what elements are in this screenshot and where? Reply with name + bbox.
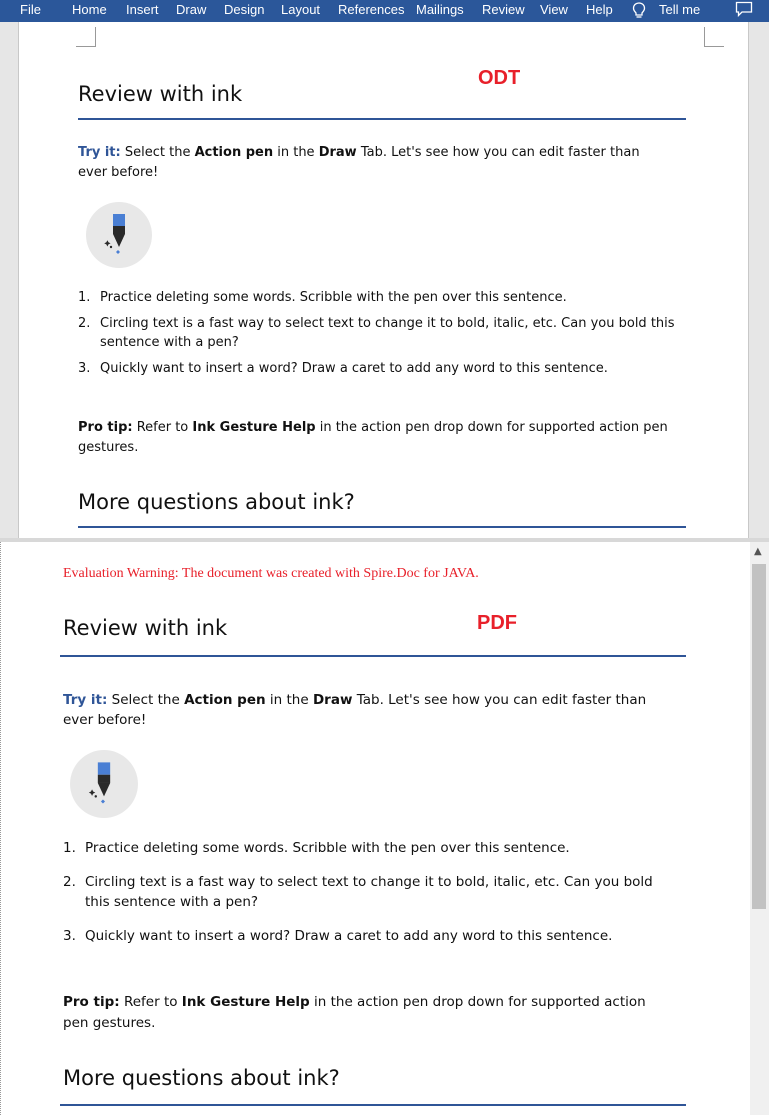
lightbulb-icon xyxy=(632,2,646,20)
odt-pro-tip-paragraph: Pro tip: Refer to Ink Gesture Help in the action pen drop down for supported action pen gestures. xyxy=(78,420,668,455)
action-pen-icon xyxy=(69,749,139,819)
list-item: 2. Circling text is a fast way to select text to change it to bold, italic, etc. Can you bold this sentence with a pen? xyxy=(63,874,653,910)
odt-numbered-list xyxy=(78,288,678,378)
crop-mark-top-left xyxy=(76,27,96,47)
word-page xyxy=(18,22,749,538)
tab-file[interactable]: File xyxy=(20,2,41,17)
tab-design[interactable]: Design xyxy=(224,2,265,17)
pdf-label: PDF xyxy=(477,612,517,634)
pdf-heading-review: Review with ink xyxy=(63,616,228,640)
pdf-viewer-page[interactable] xyxy=(0,542,750,1115)
list-item: 1. Practice deleting some words. Scribble with the pen over this sentence. xyxy=(63,840,570,856)
tab-mailings[interactable]: Mailings xyxy=(416,2,464,17)
crop-mark-top-right xyxy=(704,27,724,47)
tab-layout[interactable]: Layout xyxy=(281,2,321,17)
tell-me-search[interactable]: Tell me xyxy=(659,2,701,17)
tab-draw[interactable]: Draw xyxy=(176,2,207,17)
list-item: 3. Quickly want to insert a word? Draw a caret to add any word to this sentence. xyxy=(63,928,613,944)
pdf-heading-more-questions: More questions about ink? xyxy=(63,1066,340,1090)
pdf-numbered-list xyxy=(63,838,673,946)
ribbon-tab-bar xyxy=(0,0,769,22)
list-item: 3. Quickly want to insert a word? Draw a caret to add any word to this sentence. xyxy=(78,361,608,376)
pdf-pro-tip-paragraph: Pro tip: Refer to Ink Gesture Help in the action pen drop down for supported action pen gestures. xyxy=(63,994,646,1031)
pdf-heading-rule xyxy=(60,1104,686,1106)
pdf-try-it-paragraph: Try it: Select the Action pen in the Draw Tab. Let's see how you can edit faster than ever before! xyxy=(63,692,647,728)
tab-review[interactable]: Review xyxy=(482,2,525,17)
tab-view[interactable]: View xyxy=(540,2,568,17)
comment-icon[interactable] xyxy=(735,1,753,17)
odt-heading-rule xyxy=(78,118,686,120)
tab-insert[interactable]: Insert xyxy=(126,2,159,17)
action-pen-icon xyxy=(85,201,153,269)
list-item: 1. Practice deleting some words. Scribble with the pen over this sentence. xyxy=(78,290,567,305)
odt-try-it-paragraph: Try it: Select the Action pen in the Draw Tab. Let's see how you can edit faster than ever before! xyxy=(78,145,640,180)
pdf-vertical-scrollbar[interactable] xyxy=(750,542,769,1115)
scroll-up-icon[interactable]: ▲ xyxy=(754,546,762,557)
odt-heading-rule xyxy=(78,526,686,528)
scrollbar-thumb[interactable] xyxy=(752,564,766,909)
word-document-area[interactable] xyxy=(0,22,769,538)
odt-label: ODT xyxy=(478,67,521,89)
tab-references[interactable]: References xyxy=(338,2,405,17)
pdf-heading-rule xyxy=(60,655,686,657)
tab-help[interactable]: Help xyxy=(586,2,613,17)
odt-heading-review: Review with ink xyxy=(78,82,243,106)
list-item: 2. Circling text is a fast way to select text to change it to bold, italic, etc. Can you bold this sentence with a pen? xyxy=(78,316,675,350)
evaluation-warning: Evaluation Warning: The document was created with Spire.Doc for JAVA. xyxy=(63,566,479,581)
tab-home[interactable]: Home xyxy=(72,2,107,17)
odt-heading-more-questions: More questions about ink? xyxy=(78,490,355,514)
